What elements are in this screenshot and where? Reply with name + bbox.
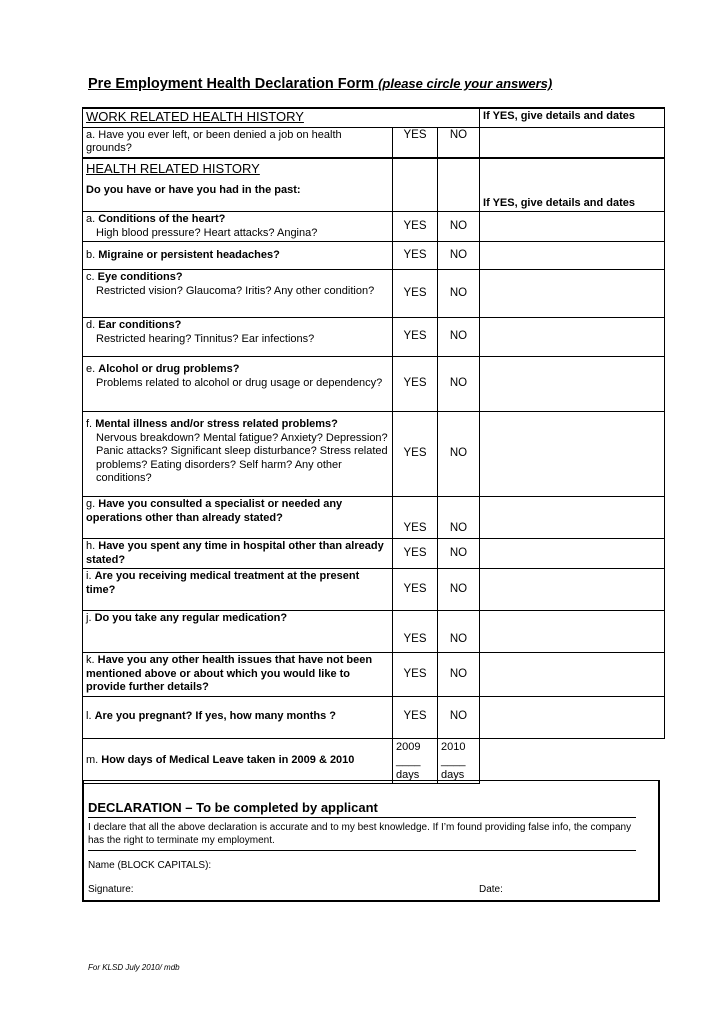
no-option[interactable]: NO [438, 270, 480, 318]
no-option[interactable]: NO [438, 318, 480, 357]
question-i: i. Are you receiving medical treatment at the present time? [83, 569, 393, 611]
form-title-instruction: (please circle your answers) [378, 76, 553, 91]
details-field[interactable] [480, 611, 665, 653]
details-field[interactable] [480, 270, 665, 318]
name-field-label[interactable]: Name (BLOCK CAPITALS): [88, 860, 212, 871]
signature-field-label[interactable]: Signature: [88, 884, 134, 895]
yes-option[interactable]: YES [393, 270, 438, 318]
details-field[interactable] [480, 242, 665, 270]
form-title-main: Pre Employment Health Declaration Form [88, 76, 375, 92]
no-option[interactable]: NO [438, 611, 480, 653]
details-field[interactable] [480, 569, 665, 611]
yes-option[interactable]: YES [393, 569, 438, 611]
work-details-header: If YES, give details and dates [480, 108, 665, 127]
health-section-heading: HEALTH RELATED HISTORY Do you have or have you had in the past: [83, 158, 393, 212]
no-option[interactable]: NO [438, 242, 480, 270]
question-m: m. How days of Medical Leave taken in 2009 & 2010 [83, 738, 393, 783]
question-b: b. Migraine or persistent headaches? [83, 242, 393, 270]
yes-option[interactable]: YES [393, 497, 438, 539]
no-option[interactable]: NO [438, 412, 480, 497]
no-option[interactable]: NO [438, 696, 480, 738]
declaration-text: I declare that all the above declaration is accurate and to my best knowledge. If I’m found providing false info, the company has the right to terminate my employment. [88, 822, 632, 846]
details-field[interactable] [480, 539, 665, 569]
details-field[interactable] [480, 127, 665, 158]
question-a: a. Conditions of the heart? High blood pressure? Heart attacks? Angina? [83, 212, 393, 242]
yes-option[interactable]: YES [393, 653, 438, 697]
details-field[interactable] [480, 497, 665, 539]
leave-2009-field[interactable]: 2009 ____ days [393, 738, 438, 783]
yes-option[interactable]: YES [393, 696, 438, 738]
question-c: c. Eye conditions? Restricted vision? Glaucoma? Iritis? Any other condition? [83, 270, 393, 318]
question-l: l. Are you pregnant? If yes, how many months ? [83, 696, 393, 738]
divider [88, 817, 636, 818]
details-field[interactable] [480, 212, 665, 242]
question-f: f. Mental illness and/or stress related problems? Nervous breakdown? Mental fatigue? Anxiety? Depression? Panic attacks? Significant sleep disturbance? Stress related problems? Eating disorders? Self harm? Any other conditions? [83, 412, 393, 497]
no-option[interactable]: NO [438, 653, 480, 697]
details-field[interactable] [480, 357, 665, 412]
no-option[interactable]: NO [438, 127, 480, 158]
yes-option[interactable]: YES [393, 412, 438, 497]
question-d: d. Ear conditions? Restricted hearing? Tinnitus? Ear infections? [83, 318, 393, 357]
no-option[interactable]: NO [438, 497, 480, 539]
yes-option[interactable]: YES [393, 242, 438, 270]
yes-option[interactable]: YES [393, 357, 438, 412]
details-field[interactable] [480, 318, 665, 357]
question-e: e. Alcohol or drug problems? Problems related to alcohol or drug usage or dependency? [83, 357, 393, 412]
declaration-heading: DECLARATION – To be completed by applicant [88, 800, 378, 815]
declaration-box [82, 780, 660, 902]
date-field-label[interactable]: Date: [479, 884, 503, 895]
health-details-header: If YES, give details and dates [480, 158, 665, 212]
question-h: h. Have you spent any time in hospital other than already stated? [83, 539, 393, 569]
health-history-table [82, 107, 665, 784]
health-subheading: Do you have or have you had in the past: [86, 184, 301, 196]
work-question-a: a. Have you ever left, or been denied a job on health grounds? [83, 127, 393, 158]
no-option[interactable]: NO [438, 212, 480, 242]
details-field[interactable] [480, 696, 665, 738]
yes-option[interactable]: YES [393, 127, 438, 158]
yes-option[interactable]: YES [393, 212, 438, 242]
leave-2010-field[interactable]: 2010 ____ days [438, 738, 480, 783]
no-option[interactable]: NO [438, 357, 480, 412]
details-field[interactable] [480, 653, 665, 697]
form-title [88, 76, 552, 92]
no-option[interactable]: NO [438, 569, 480, 611]
work-section-heading: WORK RELATED HEALTH HISTORY [83, 108, 480, 127]
footer-note: For KLSD July 2010/ mdb [88, 963, 180, 972]
yes-option[interactable]: YES [393, 539, 438, 569]
divider [88, 850, 636, 851]
empty-cell [480, 738, 665, 783]
details-field[interactable] [480, 412, 665, 497]
yes-option[interactable]: YES [393, 318, 438, 357]
question-k: k. Have you any other health issues that have not been mentioned above or about which you would like to provide further details? [83, 653, 393, 697]
question-j: j. Do you take any regular medication? [83, 611, 393, 653]
yes-option[interactable]: YES [393, 611, 438, 653]
no-option[interactable]: NO [438, 539, 480, 569]
question-g: g. Have you consulted a specialist or needed any operations other than already stated? [83, 497, 393, 539]
